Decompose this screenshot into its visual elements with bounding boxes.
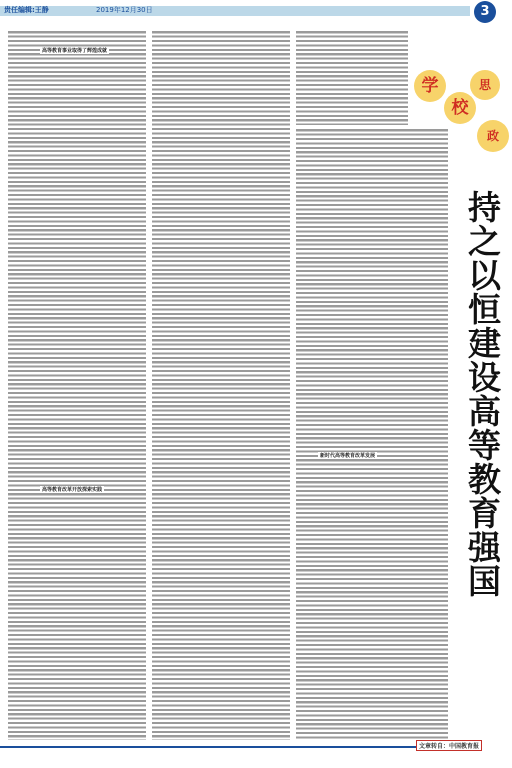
badge-char-4: 政	[477, 120, 509, 152]
page-number: 3	[474, 1, 496, 23]
article-column-3-lower	[296, 128, 448, 740]
subheading-2: 高等教育改革开放探索实践	[42, 487, 103, 493]
page-header	[0, 0, 512, 26]
badge-char-1: 学	[414, 70, 446, 102]
badge-char-3: 思	[470, 70, 500, 100]
article-column-3-upper	[296, 30, 408, 125]
article-column-2	[152, 30, 290, 740]
badge-char-2: 校	[444, 92, 476, 124]
section-editor: 贵任编辑:王静	[4, 6, 49, 14]
article-column-1	[8, 30, 146, 740]
source-credit: 文章转自：中国教育报	[416, 740, 482, 751]
subheading-3: 新时代高等教育改革发展	[320, 453, 376, 459]
footer-rule	[0, 746, 472, 748]
issue-date: 2019年12月30日	[96, 6, 153, 14]
article-title: 持之以恒建设高等教育强国	[463, 190, 502, 598]
subheading-1: 高等教育事业取得了辉煌成就	[42, 48, 108, 54]
header-bar	[0, 6, 470, 16]
